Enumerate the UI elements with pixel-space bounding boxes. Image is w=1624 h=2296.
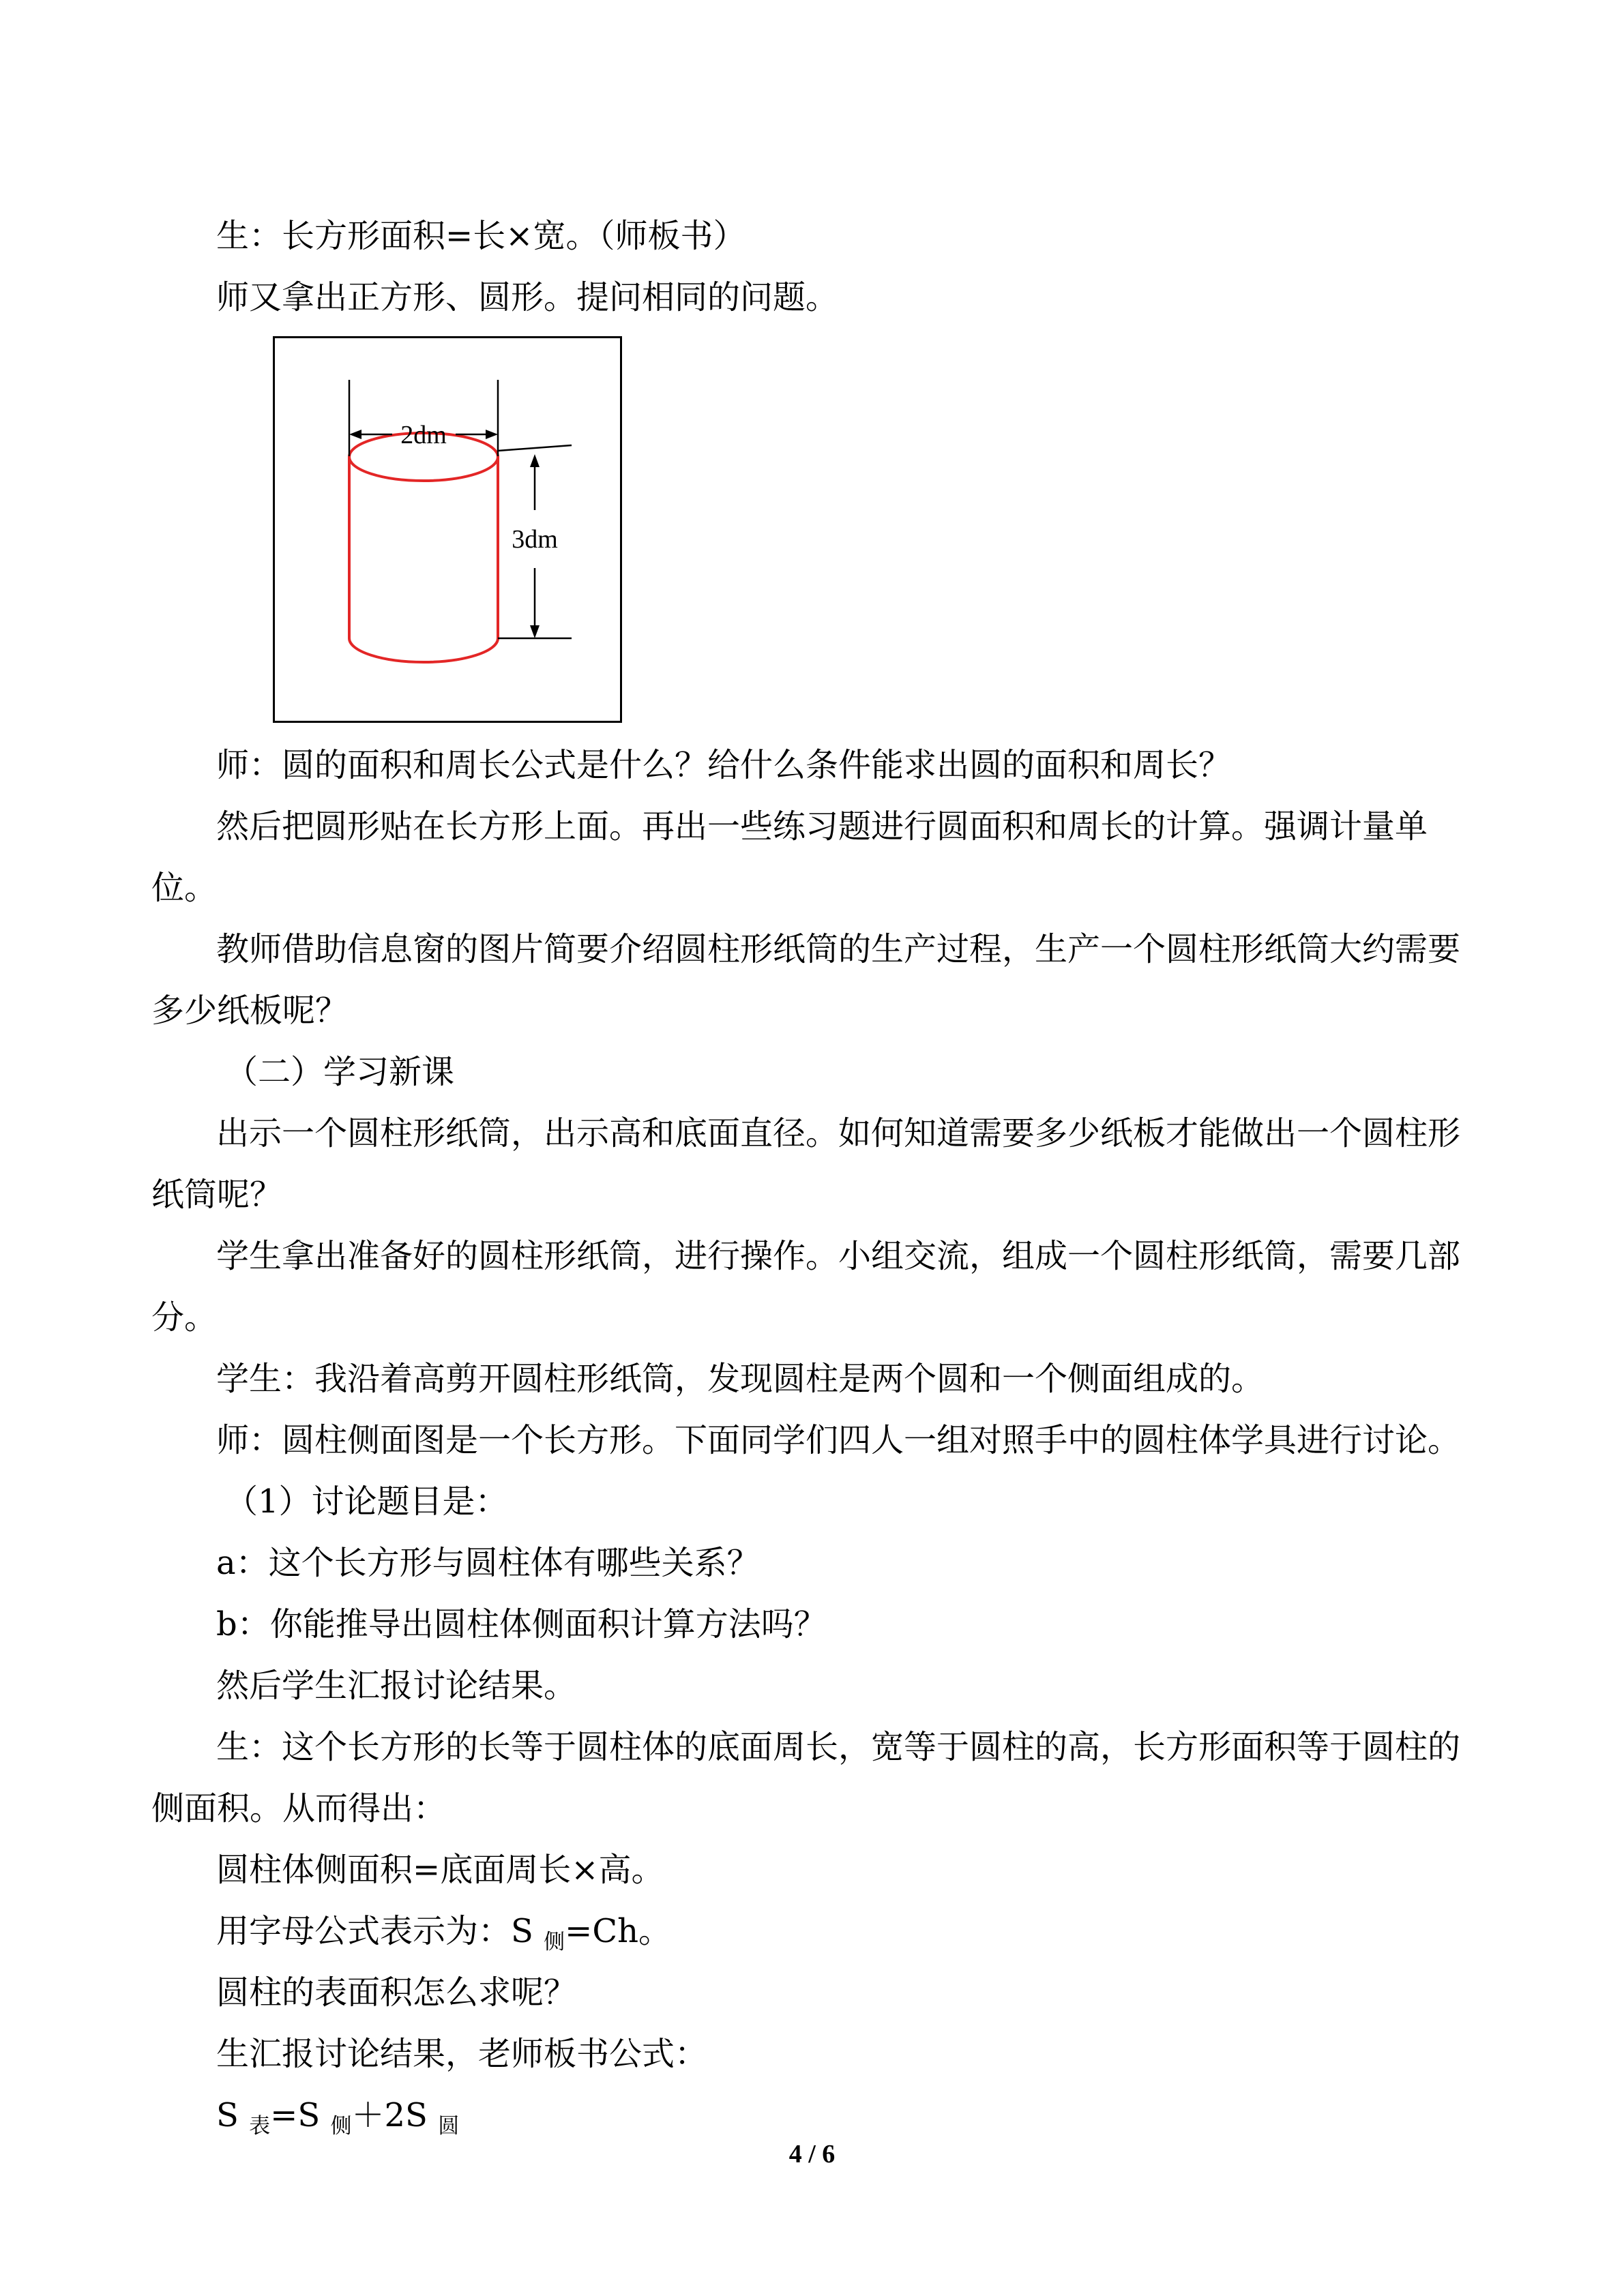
paragraph: （1）讨论题目是： xyxy=(225,1482,508,1521)
paragraph: 然后把圆形贴在长方形上面。再出一些练习题进行圆面积和周长的计算。强调计量单 xyxy=(216,807,1428,846)
paragraph-continuation: 多少纸板呢？ xyxy=(151,992,349,1030)
figure-frame xyxy=(274,338,621,722)
paragraph-continuation: 侧面积。从而得出： xyxy=(151,1789,447,1828)
formula-symbol: ＋2S xyxy=(351,2096,439,2134)
formula-symbol: S xyxy=(216,2096,250,2134)
paragraph: b：你能推导出圆柱体侧面积计算方法吗？ xyxy=(216,1605,827,1643)
height-label: 3dm xyxy=(512,525,558,554)
paragraph: 生：长方形面积=长×宽。（师板书） xyxy=(216,217,746,255)
cylinder-bottom-arc xyxy=(349,638,498,662)
formula-symbol: =S xyxy=(270,2096,331,2134)
formula-suffix: =Ch。 xyxy=(565,1912,672,1950)
dimension-lines xyxy=(349,380,572,638)
formula-lateral-area xyxy=(216,1912,672,1954)
paragraph: 师：圆的面积和周长公式是什么？给什么条件能求出圆的面积和周长？ xyxy=(216,746,1232,784)
formula-text: 圆柱体侧面积=底面周长×高。 xyxy=(216,1851,664,1889)
paragraph: 教师借助信息窗的图片简要介绍圆柱形纸筒的生产过程，生产一个圆柱形纸筒大约需要 xyxy=(216,930,1461,968)
paragraph-continuation: 位。 xyxy=(151,869,218,907)
formula-subscript: 侧 xyxy=(330,2114,352,2138)
height-extension-top xyxy=(498,445,572,451)
cylinder-figure xyxy=(273,336,622,723)
paragraph: 生：这个长方形的长等于圆柱体的底面周长，宽等于圆柱的高，长方形面积等于圆柱的 xyxy=(216,1728,1461,1766)
paragraph: a：这个长方形与圆柱体有哪些关系？ xyxy=(216,1544,760,1582)
paragraph: 师：圆柱侧面图是一个长方形。下面同学们四人一组对照手中的圆柱体学具进行讨论。 xyxy=(216,1421,1461,1459)
paragraph-continuation: 分。 xyxy=(151,1298,218,1337)
arrow-down-icon xyxy=(530,625,540,638)
arrow-right-icon xyxy=(486,430,498,439)
arrow-up-icon xyxy=(530,454,540,467)
paragraph: 师又拿出正方形、圆形。提问相同的问题。 xyxy=(216,278,839,316)
section-heading: （二）学习新课 xyxy=(225,1053,455,1091)
paragraph: 圆柱的表面积怎么求呢？ xyxy=(216,1973,577,2012)
arrowheads xyxy=(349,430,540,638)
arrow-left-icon xyxy=(349,430,361,439)
formula-subscript: 圆 xyxy=(438,2114,460,2138)
paragraph: 出示一个圆柱形纸筒，出示高和底面直径。如何知道需要多少纸板才能做出一个圆柱形 xyxy=(216,1114,1461,1152)
diameter-label: 2dm xyxy=(400,421,447,449)
formula-prefix: 用字母公式表示为：S xyxy=(216,1912,544,1950)
paragraph: 然后学生汇报讨论结果。 xyxy=(216,1667,577,1705)
page-number: 4 / 6 xyxy=(788,2140,836,2168)
paragraph: 生汇报讨论结果，老师板书公式： xyxy=(216,2035,708,2073)
paragraph: 学生：我沿着高剪开圆柱形纸筒，发现圆柱是两个圆和一个侧面组成的。 xyxy=(216,1360,1265,1398)
cylinder-shape xyxy=(349,433,498,662)
formula-subscript: 表 xyxy=(249,2114,271,2138)
formula-subscript: 侧 xyxy=(544,1930,565,1954)
paragraph: 学生拿出准备好的圆柱形纸筒，进行操作。小组交流，组成一个圆柱形纸筒，需要几部 xyxy=(216,1237,1461,1275)
paragraph-continuation: 纸筒呢？ xyxy=(151,1176,283,1214)
formula-surface-area xyxy=(216,2096,460,2138)
